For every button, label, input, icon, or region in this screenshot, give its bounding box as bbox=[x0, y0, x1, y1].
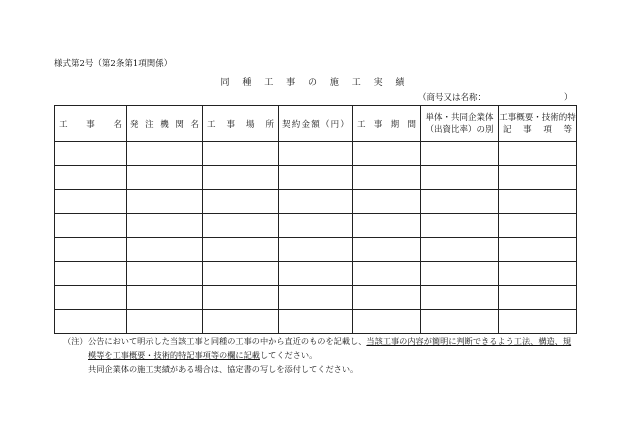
header-char: 項 bbox=[543, 124, 552, 135]
header-char: 事 bbox=[373, 119, 383, 130]
header-contract-amount bbox=[279, 106, 353, 142]
entry-cell-work-location[interactable] bbox=[203, 238, 279, 262]
header-char: 記 bbox=[503, 124, 512, 135]
header-char: 機 bbox=[160, 119, 169, 130]
header-work-name bbox=[55, 106, 127, 142]
header-char: ） bbox=[340, 119, 349, 130]
table-row bbox=[55, 166, 577, 190]
entry-cell-ordering-agency[interactable] bbox=[127, 166, 203, 190]
header-char: 契 bbox=[282, 119, 291, 130]
table-row bbox=[55, 214, 577, 238]
entry-cell-jv-type[interactable] bbox=[421, 286, 499, 310]
header-char: 所 bbox=[265, 119, 274, 130]
note-text: 公告において明示した当該工事と同種の工事の中から直近のものを記載し、 bbox=[88, 336, 367, 346]
entry-cell-ordering-agency[interactable] bbox=[127, 262, 203, 286]
header-char: 工 bbox=[207, 119, 216, 130]
header-char: 等 bbox=[563, 124, 572, 135]
header-text bbox=[203, 118, 278, 130]
header-char: 名 bbox=[113, 119, 122, 130]
entry-cell-jv-type[interactable] bbox=[421, 190, 499, 214]
header-char: 工 bbox=[357, 119, 366, 130]
trade-name-label: （商号又は名称： bbox=[418, 93, 487, 103]
header-work-period bbox=[353, 106, 421, 142]
entry-cell-jv-type[interactable] bbox=[421, 238, 499, 262]
note-line-2 bbox=[63, 348, 583, 362]
header-text bbox=[279, 118, 352, 130]
header-char: 額 bbox=[311, 119, 320, 130]
header-text bbox=[353, 118, 420, 130]
table-row bbox=[55, 142, 577, 166]
entry-cell-work-location[interactable] bbox=[203, 166, 279, 190]
notes bbox=[63, 334, 583, 376]
entry-cell-ordering-agency[interactable] bbox=[127, 310, 203, 334]
entry-cell-jv-type[interactable] bbox=[421, 166, 499, 190]
header-text bbox=[55, 118, 126, 130]
entry-cell-work-summary[interactable] bbox=[499, 214, 577, 238]
header-text bbox=[499, 112, 576, 136]
entry-cell-work-summary[interactable] bbox=[499, 262, 577, 286]
entry-cell-contract-amount[interactable] bbox=[279, 238, 353, 262]
header-char: 名 bbox=[190, 119, 199, 130]
entry-cell-ordering-agency[interactable] bbox=[127, 214, 203, 238]
entry-cell-work-location[interactable] bbox=[203, 286, 279, 310]
header-char: 注 bbox=[145, 119, 154, 130]
entry-cell-ordering-agency[interactable] bbox=[127, 286, 203, 310]
note-underlined-text: 当該工事の内容が簡明に判断できるよう工法、構造、規 bbox=[366, 336, 572, 346]
header-work-summary bbox=[499, 106, 577, 142]
entry-cell-work-name[interactable] bbox=[55, 190, 127, 214]
entry-cell-work-period[interactable] bbox=[353, 142, 421, 166]
header-char: 事 bbox=[86, 119, 95, 130]
note-line-1 bbox=[63, 334, 583, 348]
entry-cell-jv-type[interactable] bbox=[421, 262, 499, 286]
entry-cell-jv-type[interactable] bbox=[421, 310, 499, 334]
entry-cell-contract-amount[interactable] bbox=[279, 310, 353, 334]
note-underlined-text: 模等を工事概要・技術的特記事項等の欄に記載 bbox=[88, 350, 260, 360]
trade-name-close: ） bbox=[564, 93, 573, 103]
entry-cell-work-summary[interactable] bbox=[499, 238, 577, 262]
note-mark: （注） bbox=[63, 336, 88, 346]
header-char: 円 bbox=[330, 119, 340, 130]
entry-cell-work-period[interactable] bbox=[353, 310, 421, 334]
entry-cell-work-name[interactable] bbox=[55, 238, 127, 262]
entry-cell-contract-amount[interactable] bbox=[279, 286, 353, 310]
entry-cell-work-name[interactable] bbox=[55, 214, 127, 238]
entry-cell-ordering-agency[interactable] bbox=[127, 142, 203, 166]
entry-cell-work-location[interactable] bbox=[203, 310, 279, 334]
entry-cell-work-location[interactable] bbox=[203, 142, 279, 166]
header-char: 工 bbox=[59, 119, 68, 130]
header-char: 期 bbox=[390, 119, 400, 130]
entry-cell-work-summary[interactable] bbox=[499, 310, 577, 334]
header-jv-type bbox=[421, 106, 499, 142]
table-row bbox=[55, 238, 577, 262]
entry-cell-contract-amount[interactable] bbox=[279, 166, 353, 190]
header-char: 事 bbox=[226, 119, 235, 130]
entry-cell-work-name[interactable] bbox=[55, 142, 127, 166]
trade-name-field bbox=[418, 91, 573, 103]
note-text: してください。 bbox=[259, 350, 318, 360]
header-char: 事 bbox=[523, 124, 532, 135]
entry-cell-work-period[interactable] bbox=[353, 166, 421, 190]
entry-cell-work-location[interactable] bbox=[203, 262, 279, 286]
header-ordering-agency bbox=[127, 106, 203, 142]
entry-cell-work-location[interactable] bbox=[203, 190, 279, 214]
header-line: 単体・共同企業体 bbox=[425, 112, 494, 123]
entry-cell-contract-amount[interactable] bbox=[279, 262, 353, 286]
document-title: 同 種 工 事 の 施 工 実 績 bbox=[220, 78, 410, 88]
entry-cell-jv-type[interactable] bbox=[421, 142, 499, 166]
entry-cell-work-name[interactable] bbox=[55, 310, 127, 334]
table-header-row bbox=[55, 106, 577, 142]
entry-cell-work-period[interactable] bbox=[353, 214, 421, 238]
header-char: 場 bbox=[245, 119, 255, 130]
header-char: 金 bbox=[301, 119, 310, 130]
note-line-3: 共同企業体の施工実績がある場合は、協定書の写しを添付してください。 bbox=[88, 364, 359, 374]
table-row bbox=[55, 286, 577, 310]
header-line: （出資比率）の別 bbox=[425, 124, 494, 135]
construction-record-table bbox=[54, 105, 577, 334]
entry-cell-contract-amount[interactable] bbox=[279, 190, 353, 214]
entry-cell-work-summary[interactable] bbox=[499, 286, 577, 310]
entry-cell-jv-type[interactable] bbox=[421, 214, 499, 238]
entry-cell-ordering-agency[interactable] bbox=[127, 238, 203, 262]
entry-cell-work-period[interactable] bbox=[353, 190, 421, 214]
header-char: 間 bbox=[407, 119, 416, 130]
entry-cell-work-period[interactable] bbox=[353, 286, 421, 310]
entry-cell-work-summary[interactable] bbox=[499, 142, 577, 166]
header-char: 関 bbox=[175, 119, 184, 130]
entry-cell-work-name[interactable] bbox=[55, 286, 127, 310]
header-char: （ bbox=[320, 119, 330, 130]
header-char: 約 bbox=[291, 119, 301, 130]
entry-cell-work-summary[interactable] bbox=[499, 166, 577, 190]
header-line: 工事概要・技術的特 bbox=[499, 112, 576, 123]
entry-cell-contract-amount[interactable] bbox=[279, 142, 353, 166]
entry-cell-work-location[interactable] bbox=[203, 214, 279, 238]
header-work-location bbox=[203, 106, 279, 142]
header-line-spread bbox=[499, 124, 576, 136]
entry-cell-work-summary[interactable] bbox=[499, 190, 577, 214]
entry-cell-ordering-agency[interactable] bbox=[127, 190, 203, 214]
entry-cell-work-period[interactable] bbox=[353, 262, 421, 286]
table-row bbox=[55, 262, 577, 286]
table-row bbox=[55, 190, 577, 214]
entry-cell-work-name[interactable] bbox=[55, 262, 127, 286]
header-text bbox=[421, 112, 498, 136]
table-row bbox=[55, 310, 577, 334]
entry-cell-work-period[interactable] bbox=[353, 238, 421, 262]
entry-cell-contract-amount[interactable] bbox=[279, 214, 353, 238]
entry-cell-work-name[interactable] bbox=[55, 166, 127, 190]
form-number-label: 様式第2号（第2条第1項関係） bbox=[54, 59, 173, 69]
header-char: 発 bbox=[130, 119, 139, 130]
header-text bbox=[127, 118, 202, 130]
